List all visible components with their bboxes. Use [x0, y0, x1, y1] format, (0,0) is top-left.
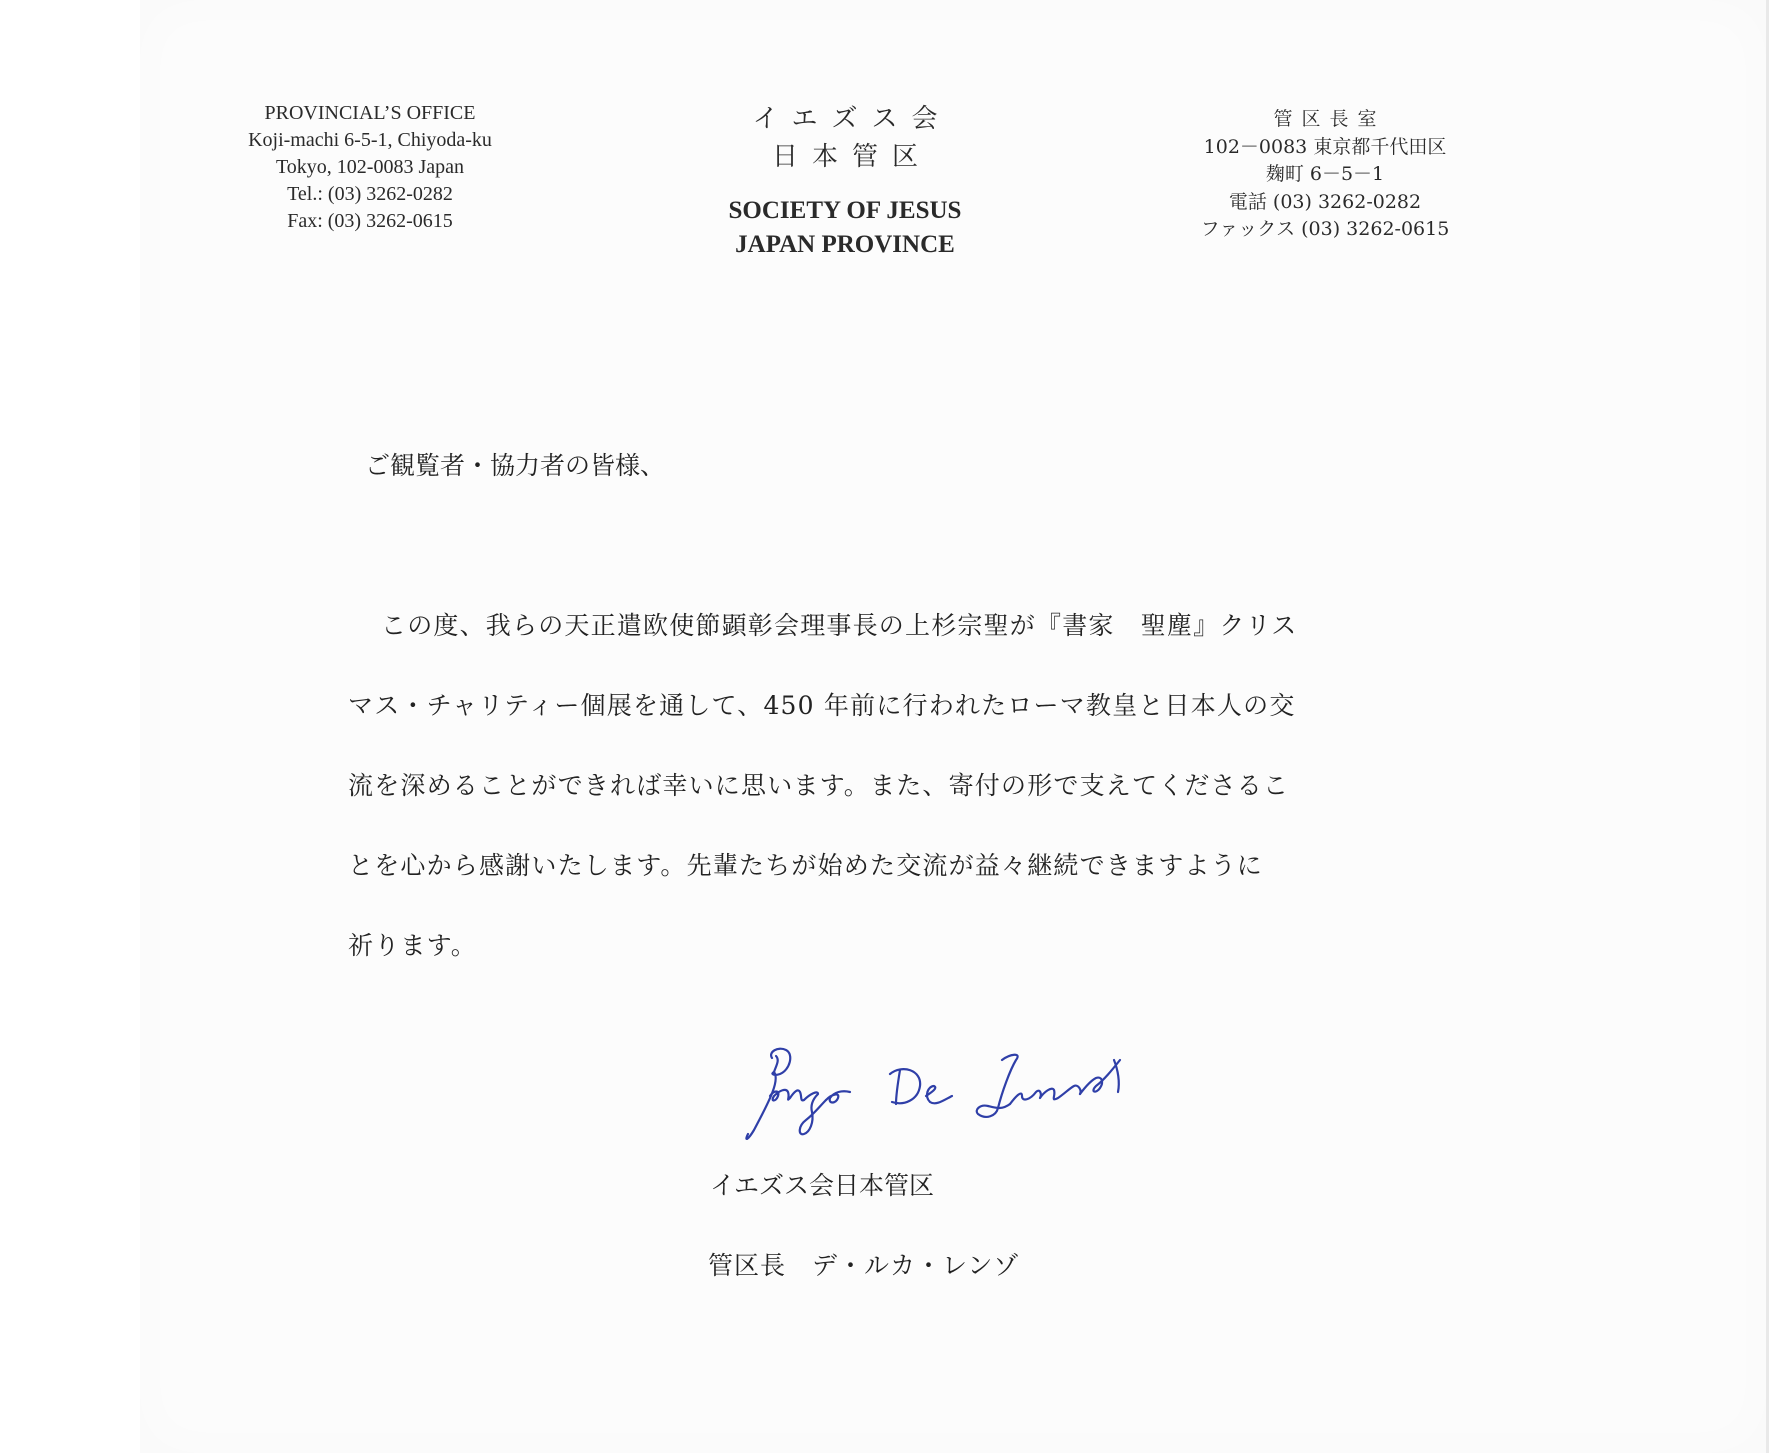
org-name-jp: イエズス会 — [752, 104, 952, 134]
body-line: 流を深めることができれば幸いに思います。また、寄付の形で支えてくださるこ — [348, 771, 1290, 800]
signatory-organization: イエズス会日本管区 — [710, 1171, 935, 1200]
body-line: 祈ります。 — [348, 931, 478, 960]
body-line: この度、我らの天正遣欧使節顕彰会理事長の上杉宗聖が『書家 聖塵』クリス — [381, 611, 1298, 640]
telephone-jp: 電話 (03) 3262-0282 — [1228, 190, 1422, 213]
office-name: PROVINCIAL’S OFFICE — [264, 102, 476, 124]
letterhead-english-address — [200, 100, 540, 235]
org-province-jp: 日本管区 — [771, 142, 932, 172]
paper-edge — [1766, 0, 1769, 1453]
body-line: とを心から感謝いたします。先輩たちが始めた交流が益々継続できますように — [348, 851, 1264, 880]
address-street: Koji-machi 6-5-1, Chiyoda-ku — [248, 129, 492, 151]
office-name-jp: 管区長室 — [1273, 108, 1386, 130]
address-city: Tokyo, 102-0083 Japan — [275, 156, 465, 178]
address-street-jp: 麹町 6－5－1 — [1265, 163, 1385, 185]
letterhead-organization — [680, 100, 1010, 262]
fax: Fax: (03) 3262-0615 — [287, 210, 453, 232]
address-postal-jp: 102－0083 東京都千代田区 — [1203, 135, 1447, 158]
signatory-name: 管区長 デ・ルカ・レンゾ — [708, 1251, 1020, 1280]
handwritten-signature — [740, 1030, 1160, 1150]
fax-jp: ファックス (03) 3262-0615 — [1200, 218, 1450, 240]
org-province-en: JAPAN PROVINCE — [735, 231, 955, 258]
salutation: ご観覧者・協力者の皆様、 — [365, 451, 666, 480]
letterhead-japanese-address — [1150, 106, 1500, 244]
org-name-en: SOCIETY OF JESUS — [728, 197, 962, 224]
body-line: マス・チャリティー個展を通して、450 年前に行われたローマ教皇と日本人の交 — [348, 691, 1296, 720]
telephone: Tel.: (03) 3262-0282 — [287, 183, 453, 205]
letter-body — [348, 606, 1338, 1006]
